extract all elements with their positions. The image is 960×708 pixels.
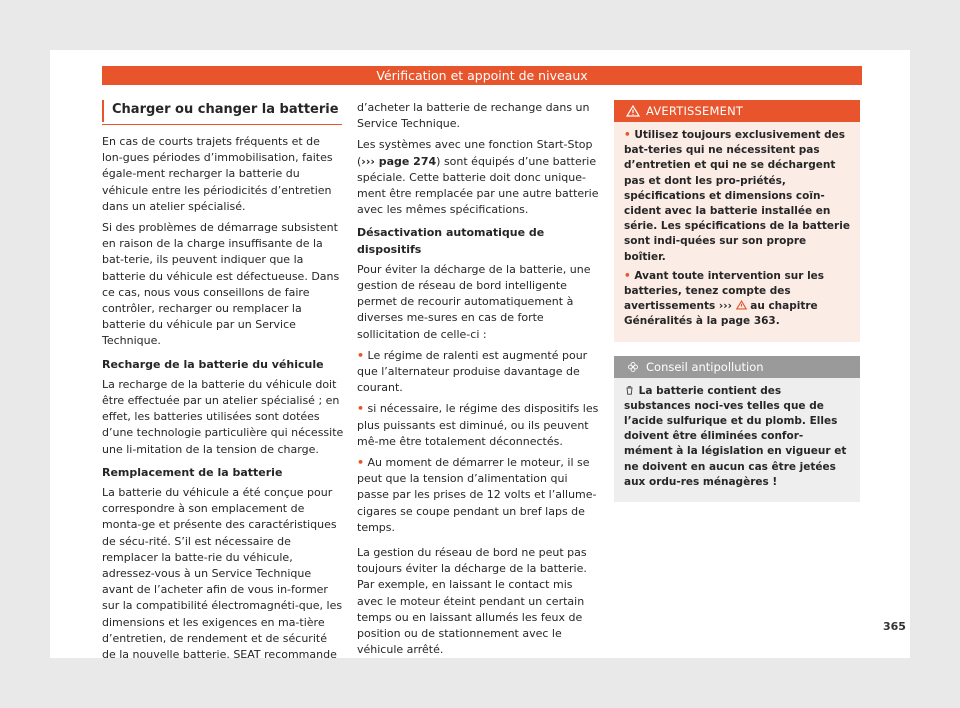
column-middle — [357, 100, 602, 664]
subheading: Remplacement de la batterie — [102, 465, 283, 479]
eco-tip-title: Conseil antipollution — [646, 359, 764, 374]
manual-page — [50, 50, 910, 662]
paragraph: Pour éviter la décharge de la batterie, une gestion de réseau de bord intelligente permet de recourir automatiquement à diverses me-sures en cas de forte sollicitation de celle-ci : — [357, 262, 591, 341]
warning-title: AVERTISSEMENT — [646, 104, 744, 118]
bullet-icon: • — [357, 402, 365, 416]
warning-item: • Utilisez toujours exclusivement des bat-teries qui ne nécessitent pas d’entretien et qui ne se déchargent pas et dont les pro-priétés, spécifications et dimensions coïn-cident avec la batterie installée en série. Les spécifications de la batterie sont indi-quées sur son propre boîtier. — [624, 129, 850, 263]
section-title: Charger ou changer la batterie — [102, 100, 344, 122]
warning-header — [614, 100, 860, 122]
list-item: • Au moment de démarrer le moteur, il se peut que la tension d’alimentation qui passe par les prises de 12 volts et l’allume-cigares se coupe pendant un bref laps de temps. — [357, 456, 597, 534]
column-left — [102, 100, 344, 668]
section-rule — [102, 124, 342, 125]
bullet-icon: • — [357, 456, 365, 470]
page-number: 365 — [883, 620, 906, 633]
recycle-bin-icon — [624, 385, 635, 395]
warning-box — [614, 100, 860, 342]
warning-item: • Avant toute intervention sur les batteries, tenez compte des avertissements ››› au chapitre Généralités à la page 363. — [624, 269, 825, 328]
paragraph: En cas de courts trajets fréquents et de lon-gues périodes d’immobilisation, faites égale-ment recharger la batterie du véhicule entre les périodicités d’entretien dans un atelier spécialisé. — [102, 135, 333, 213]
subheading: Désactivation automatique de dispositifs — [357, 226, 545, 256]
paragraph: Les systèmes avec une fonction Start-Stop (››› page 274) sont équipés d’une batterie spéciale. Cette batterie doit donc unique-ment être remplacée par une autre batterie avec les mêmes spécifications. — [357, 138, 599, 217]
bullet-icon: • — [357, 348, 365, 362]
paragraph: La gestion du réseau de bord ne peut pas toujours éviter la décharge de la batterie. Par exemple, en laissant le contact mis avec le moteur éteint pendant un certain temps ou en laissant allumés les feux de position ou de stationnement avec le véhicule arrêté. — [357, 546, 587, 657]
paragraph: La batterie du véhicule a été conçue pour correspondre à son emplacement de monta-ge et présente des caractéristiques de sécu-rité. S’il est nécessaire de remplacer la batte-rie du véhicule, adressez-vous à un Service Technique avant de l’acheter afin de vous in-former sur la compatibilité électromagnéti-que, les dimensions et les exigences en ma-tière d’entretien, de rendement et de sécurité de la nouvelle batterie. SEAT recommande — [102, 486, 343, 662]
eco-tip-body: La batterie contient des substances noci-ves telles que de l’acide sulfurique et du plomb. Elles doivent être éliminées confor-mément à la législation en vigueur et ne doivent en aucun cas être jetées aux ordu-res ménagères ! — [624, 384, 847, 488]
list-item: • si nécessaire, le régime des dispositifs les plus puissants est diminué, ou ils peuvent mê-me être totalement déconnectés. — [357, 402, 599, 448]
warning-triangle-icon — [736, 300, 747, 310]
bullet-icon: • — [624, 269, 631, 282]
warning-body — [614, 122, 860, 342]
page-header: Vérification et appoint de niveaux — [102, 66, 862, 85]
flower-icon — [626, 361, 640, 373]
paragraph: d’acheter la batterie de rechange dans un Service Technique. — [357, 101, 590, 131]
paragraph: Si des problèmes de démarrage subsistent en raison de la charge insuffisante de la bat-terie, ils peuvent indiquer que la batterie du véhicule est défectueuse. Dans ce cas, nous vous conseillons de faire contrôler, recharger ou remplacer la batterie du véhicule par un Service Technique. — [102, 221, 340, 348]
bullet-icon: • — [624, 129, 631, 141]
eco-tip-header — [614, 356, 860, 378]
eco-tip-box — [614, 356, 860, 502]
subheading: Recharge de la batterie du véhicule — [102, 357, 324, 371]
column-right — [614, 100, 860, 502]
list-item: • Le régime de ralenti est augmenté pour que l’alternateur produise davantage de courant. — [357, 348, 588, 395]
paragraph: La recharge de la batterie du véhicule doit être effectuée par un atelier spécialisé ; en effet, les batteries utilisées sont dotées d’une technologie particulière qui nécessite une li-mitation de la tension de charge. — [102, 377, 344, 456]
page-link[interactable]: ››› page 274 — [361, 154, 437, 168]
warning-triangle-icon — [626, 105, 640, 117]
